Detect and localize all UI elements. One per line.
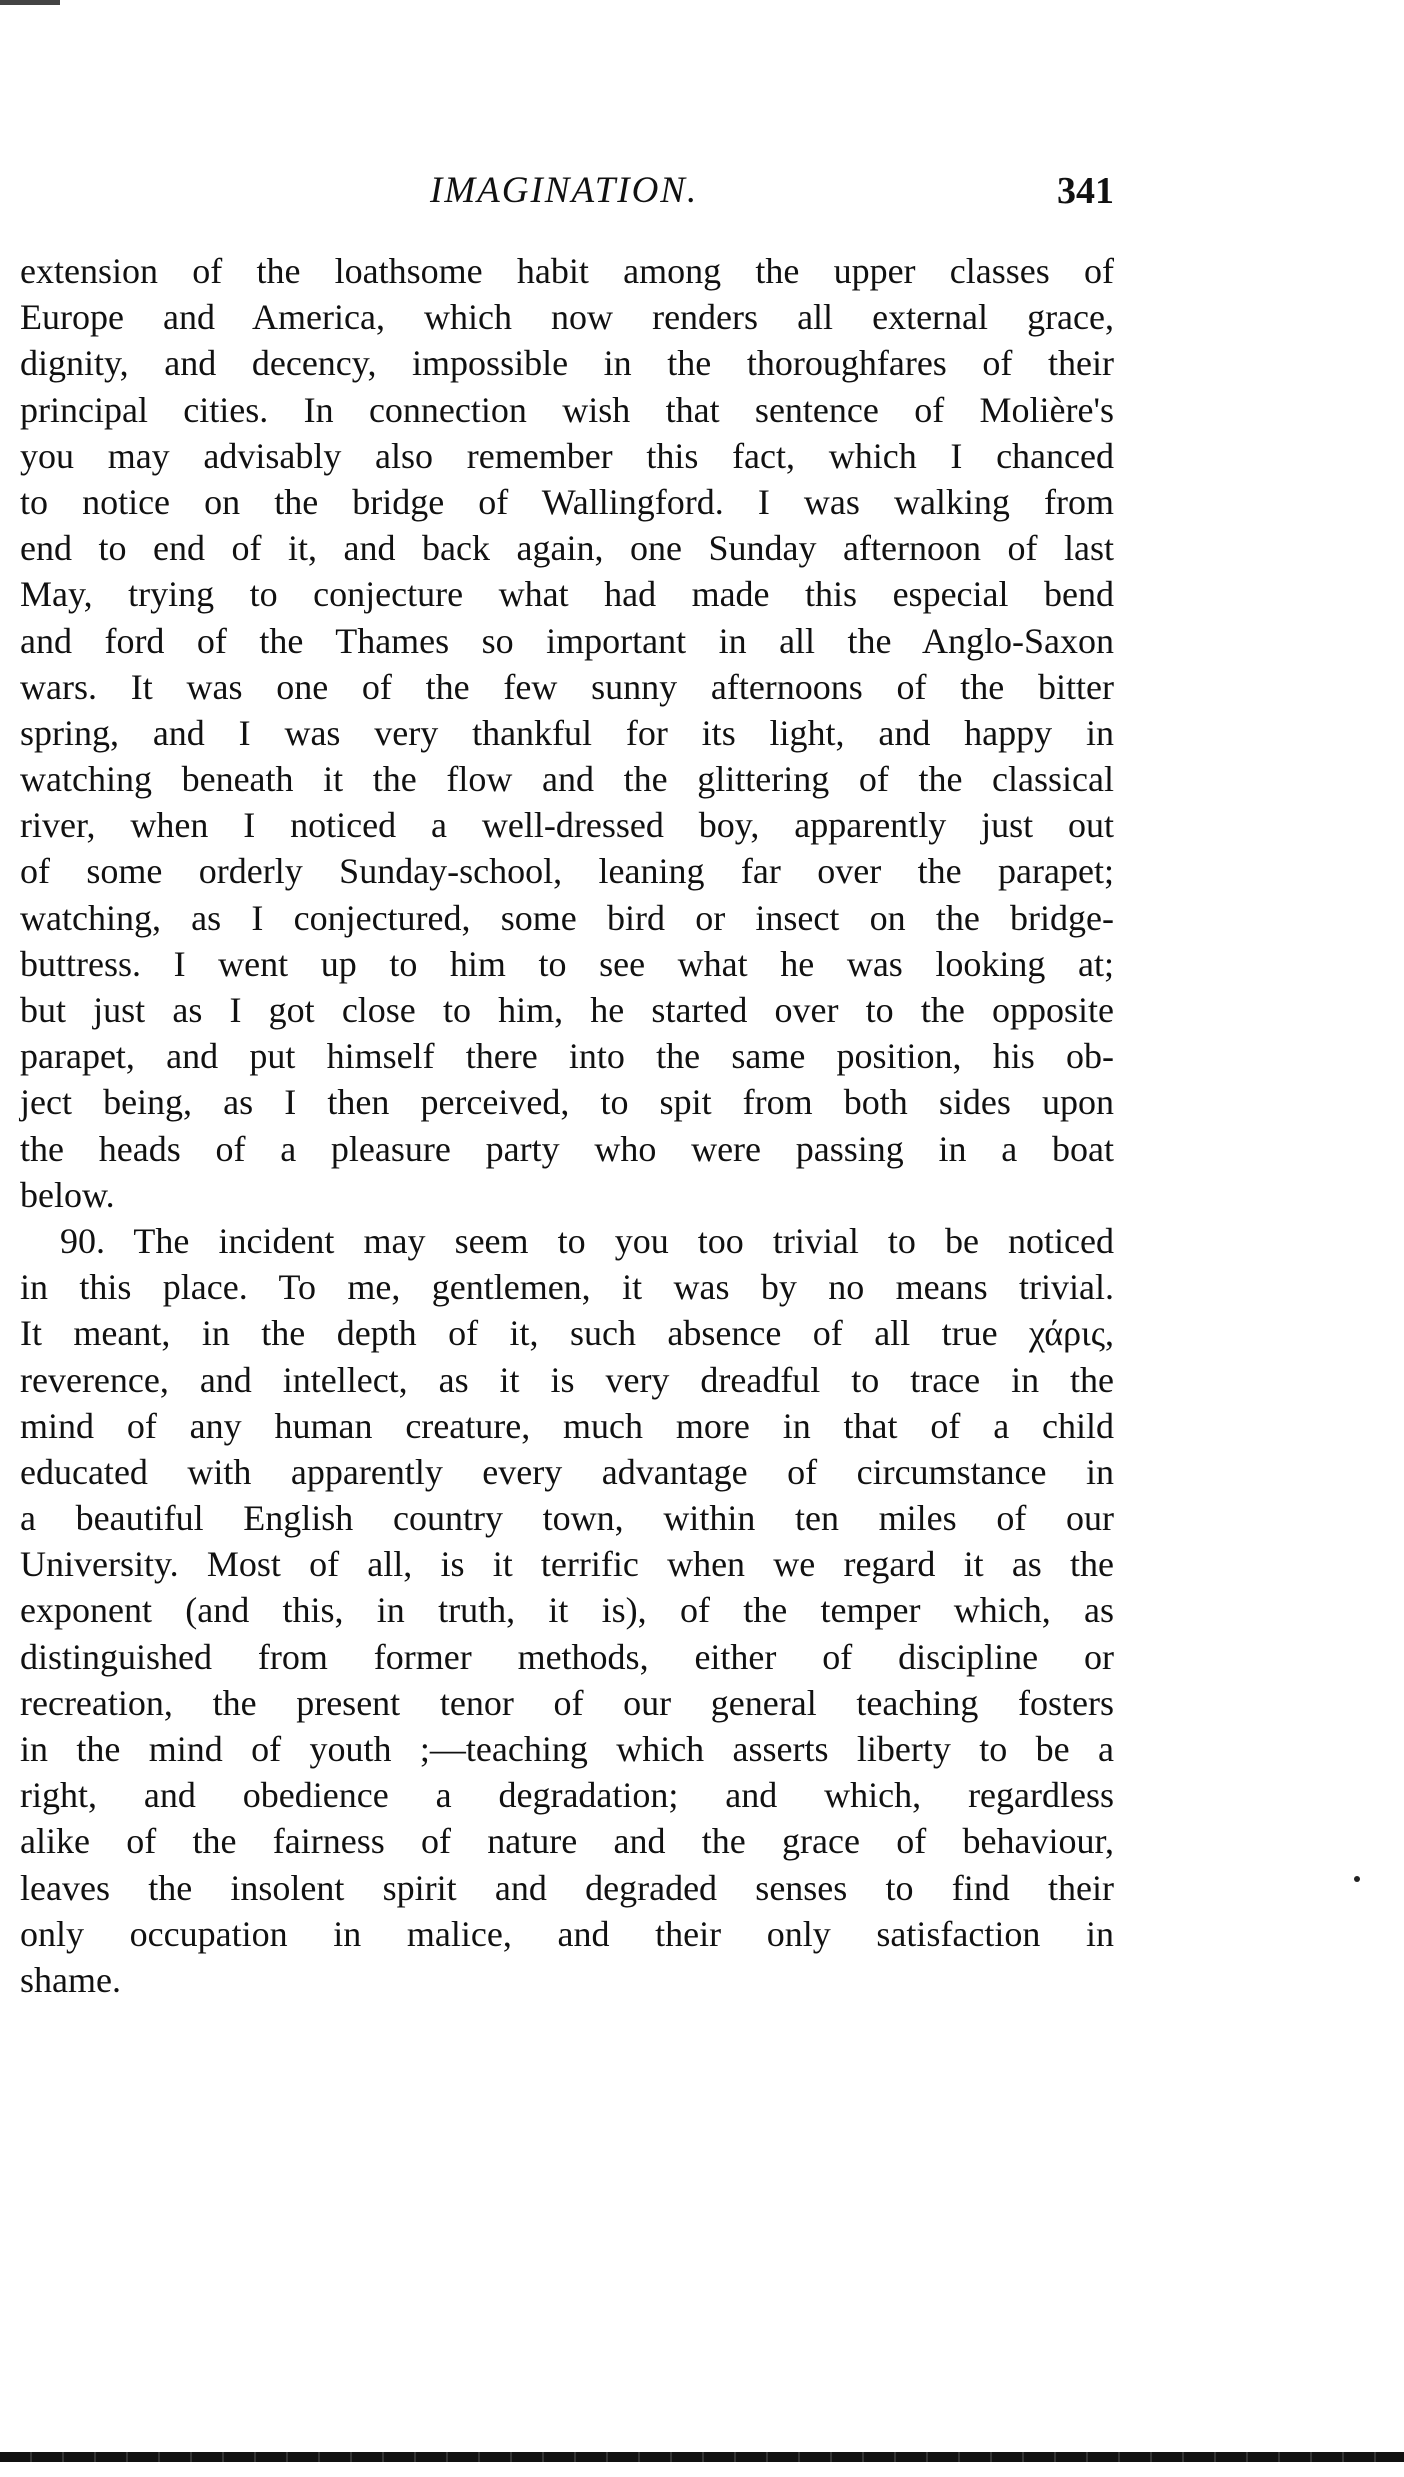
text-line: spring, and I was very thankful for its light, and happy in bbox=[20, 712, 1114, 753]
text-line: principal cities. In connection wish that sentence of Molière's bbox=[20, 389, 1114, 430]
text-line: leaves the insolent spirit and degraded senses to find their bbox=[20, 1867, 1114, 1908]
text-line: mind of any human creature, much more in that of a child bbox=[20, 1405, 1114, 1446]
text-line: end to end of it, and back again, one Sunday afternoon of last bbox=[20, 528, 1114, 569]
text-line: It meant, in the depth of it, such absence of all true χάρις, bbox=[20, 1313, 1114, 1354]
body-text bbox=[20, 248, 1114, 2003]
text-line: exponent (and this, in truth, it is), of the temper which, as bbox=[20, 1590, 1114, 1631]
paragraph bbox=[20, 248, 1114, 1218]
bottom-edge-rule bbox=[0, 2452, 1404, 2462]
text-line: 90. The incident may seem to you too trivial to be noticed bbox=[60, 1220, 1114, 1261]
text-line: right, and obedience a degradation; and which, regardless bbox=[20, 1775, 1114, 1816]
text-line: recreation, the present tenor of our general teaching fosters bbox=[20, 1682, 1114, 1723]
top-edge-mark bbox=[0, 0, 60, 5]
page-number: 341 bbox=[1057, 170, 1114, 212]
text-line: of some orderly Sunday-school, leaning far over the parapet; bbox=[20, 851, 1114, 892]
text-line: the heads of a pleasure party who were passing in a boat bbox=[20, 1128, 1114, 1169]
text-line: dignity, and decency, impossible in the thoroughfares of their bbox=[20, 343, 1114, 384]
running-title: IMAGINATION. bbox=[430, 170, 699, 211]
text-line: and ford of the Thames so important in all the Anglo-Saxon bbox=[20, 620, 1114, 661]
text-line: only occupation in malice, and their only satisfaction in bbox=[20, 1913, 1114, 1954]
ink-speck bbox=[1354, 1876, 1360, 1882]
text-line: wars. It was one of the few sunny afternoons of the bitter bbox=[20, 666, 1114, 707]
text-line: river, when I noticed a well-dressed boy, apparently just out bbox=[20, 805, 1114, 846]
text-line: watching beneath it the flow and the glittering of the classical bbox=[20, 759, 1114, 800]
text-line: to notice on the bridge of Wallingford. I was walking from bbox=[20, 481, 1114, 522]
paragraph bbox=[20, 1218, 1114, 2003]
text-line: watching, as I conjectured, some bird or insect on the bridge- bbox=[20, 897, 1114, 938]
text-line: May, trying to conjecture what had made this especial bend bbox=[20, 574, 1114, 615]
text-line: in this place. To me, gentlemen, it was by no means trivial. bbox=[20, 1267, 1114, 1308]
text-line: you may advisably also remember this fact, which I chanced bbox=[20, 435, 1114, 476]
page-header bbox=[430, 166, 1120, 216]
text-line: ject being, as I then perceived, to spit from both sides upon bbox=[20, 1082, 1114, 1123]
text-line: parapet, and put himself there into the same position, his ob- bbox=[20, 1036, 1114, 1077]
text-line: but just as I got close to him, he started over to the opposite bbox=[20, 990, 1114, 1030]
text-line: alike of the fairness of nature and the grace of behaviour, bbox=[20, 1821, 1114, 1862]
text-line: educated with apparently every advantage of circumstance in bbox=[20, 1451, 1114, 1492]
text-line: University. Most of all, is it terrific when we regard it as the bbox=[20, 1544, 1114, 1585]
text-line: shame. bbox=[20, 1959, 121, 2000]
text-line: extension of the loathsome habit among the upper classes of bbox=[20, 251, 1114, 291]
text-line: Europe and America, which now renders all external grace, bbox=[20, 297, 1114, 338]
text-line: buttress. I went up to him to see what he was looking at; bbox=[20, 943, 1114, 984]
text-line: in the mind of youth ;—teaching which asserts liberty to be a bbox=[20, 1729, 1114, 1769]
text-line: a beautiful English country town, within ten miles of our bbox=[20, 1498, 1114, 1539]
text-line: reverence, and intellect, as it is very dreadful to trace in the bbox=[20, 1359, 1114, 1400]
text-line: distinguished from former methods, either of discipline or bbox=[20, 1636, 1114, 1677]
text-line: below. bbox=[20, 1174, 115, 1215]
